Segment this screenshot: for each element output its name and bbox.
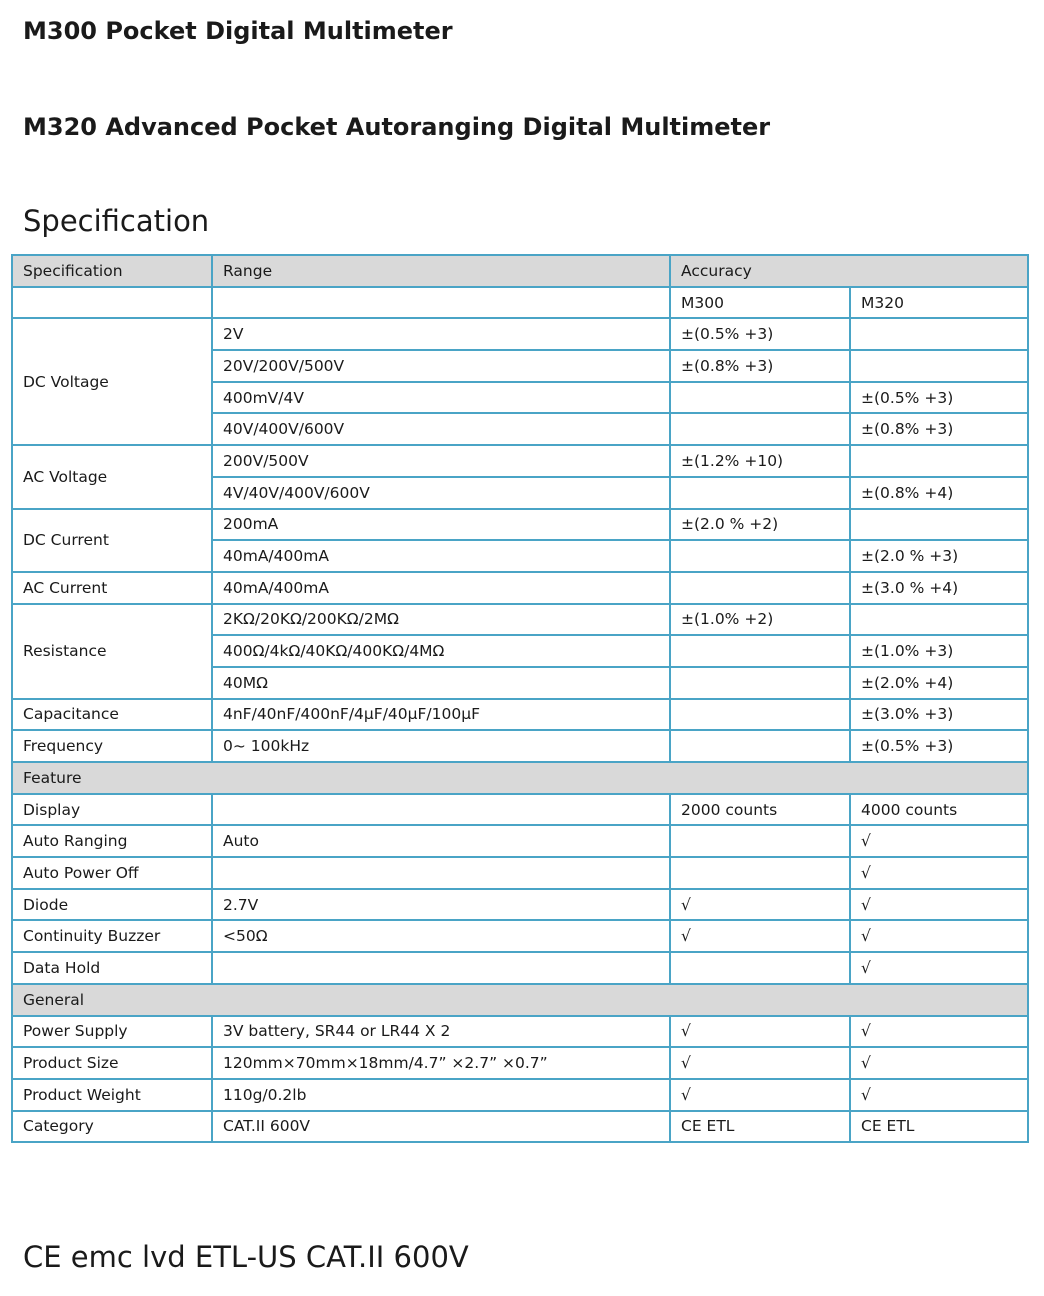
cell-m300: ±(1.2% +10)	[670, 445, 850, 477]
row-label-ac-voltage: AC Voltage	[12, 445, 212, 508]
row-label: Diode	[12, 889, 212, 921]
cell-range: 120mm×70mm×18mm/4.7” ×2.7” ×0.7”	[212, 1047, 670, 1079]
cell-m320: √	[850, 825, 1028, 857]
table-row	[12, 794, 1028, 826]
header-range: Range	[212, 255, 670, 287]
row-label: Product Size	[12, 1047, 212, 1079]
cell-m300	[670, 667, 850, 699]
row-label-ac-current: AC Current	[12, 572, 212, 604]
cell-range: 200mA	[212, 509, 670, 541]
cell-m300	[670, 635, 850, 667]
cell-range: 4nF/40nF/400nF/4µF/40µF/100µF	[212, 699, 670, 731]
section-row-feature	[12, 762, 1028, 794]
cell-range: 0~ 100kHz	[212, 730, 670, 762]
table-row	[12, 318, 1028, 350]
cell-m320: ±(3.0% +3)	[850, 699, 1028, 731]
cell-m320	[850, 509, 1028, 541]
cell-range: Auto	[212, 825, 670, 857]
cell-range	[212, 794, 670, 826]
cell-m300: √	[670, 1079, 850, 1111]
cell-range: CAT.II 600V	[212, 1111, 670, 1143]
cell-range: 400Ω/4kΩ/40KΩ/400KΩ/4MΩ	[212, 635, 670, 667]
table-row	[12, 920, 1028, 952]
table-row	[12, 572, 1028, 604]
cell-range: 40mA/400mA	[212, 572, 670, 604]
cell-m300: CE ETL	[670, 1111, 850, 1143]
section-row-general	[12, 984, 1028, 1016]
cell-m300: ±(0.8% +3)	[670, 350, 850, 382]
cell-m320: √	[850, 1079, 1028, 1111]
section-title-specification: Specification	[23, 204, 210, 238]
cell-m300	[670, 572, 850, 604]
cell-m300: √	[670, 1016, 850, 1048]
table-row	[12, 1111, 1028, 1143]
table-row	[12, 857, 1028, 889]
cell-m320: ±(0.8% +3)	[850, 413, 1028, 445]
cell-m300: 2000 counts	[670, 794, 850, 826]
product-title-m320: M320 Advanced Pocket Autoranging Digital Multimeter	[23, 113, 771, 141]
cell-m320: √	[850, 857, 1028, 889]
cell-m320: CE ETL	[850, 1111, 1028, 1143]
cell-m320: ±(3.0 % +4)	[850, 572, 1028, 604]
row-label: Continuity Buzzer	[12, 920, 212, 952]
cell-m320	[850, 350, 1028, 382]
cell-range: 2.7V	[212, 889, 670, 921]
cell-m300	[670, 952, 850, 984]
cell-m300	[670, 413, 850, 445]
cell-m320: 4000 counts	[850, 794, 1028, 826]
cell-m320: √	[850, 889, 1028, 921]
subheader-m300: M300	[670, 287, 850, 319]
cell-m300	[670, 825, 850, 857]
cell-range: 400mV/4V	[212, 382, 670, 414]
cell-m300: √	[670, 1047, 850, 1079]
cell-m300	[670, 382, 850, 414]
table-row	[12, 952, 1028, 984]
row-label: Display	[12, 794, 212, 826]
cell-m320: ±(2.0 % +3)	[850, 540, 1028, 572]
table-row	[12, 1016, 1028, 1048]
cell-m320: ±(2.0% +4)	[850, 667, 1028, 699]
cell-m320	[850, 604, 1028, 636]
table-row	[12, 509, 1028, 541]
cell-range: 200V/500V	[212, 445, 670, 477]
cell-range: 110g/0.2lb	[212, 1079, 670, 1111]
cell-m300: √	[670, 889, 850, 921]
table-row	[12, 445, 1028, 477]
row-label: Category	[12, 1111, 212, 1143]
row-label-dc-voltage: DC Voltage	[12, 318, 212, 445]
section-label-feature: Feature	[12, 762, 1028, 794]
cell-range: 2V	[212, 318, 670, 350]
cell-m300: ±(0.5% +3)	[670, 318, 850, 350]
row-label: Product Weight	[12, 1079, 212, 1111]
cell-m300: ±(1.0% +2)	[670, 604, 850, 636]
cell-range: 40MΩ	[212, 667, 670, 699]
cell-range	[212, 952, 670, 984]
table-header-row	[12, 255, 1028, 287]
table-row	[12, 604, 1028, 636]
cell-range	[212, 857, 670, 889]
cell-m300	[670, 477, 850, 509]
row-label: Data Hold	[12, 952, 212, 984]
row-label: Auto Power Off	[12, 857, 212, 889]
row-label: Auto Ranging	[12, 825, 212, 857]
cell-m300	[670, 730, 850, 762]
table-row	[12, 730, 1028, 762]
cell-range: 40V/400V/600V	[212, 413, 670, 445]
cell-m320	[850, 318, 1028, 350]
cell-m300: √	[670, 920, 850, 952]
header-accuracy: Accuracy	[670, 255, 1028, 287]
cell-range: 20V/200V/500V	[212, 350, 670, 382]
cell-m300	[670, 699, 850, 731]
certification-note: CE emc lvd ETL-US CAT.II 600V	[23, 1240, 469, 1274]
cell-range: <50Ω	[212, 920, 670, 952]
cell-m320: √	[850, 952, 1028, 984]
cell-range: 4V/40V/400V/600V	[212, 477, 670, 509]
cell-m320	[850, 445, 1028, 477]
cell-range: 40mA/400mA	[212, 540, 670, 572]
cell-m320: √	[850, 920, 1028, 952]
cell-range: 3V battery, SR44 or LR44 X 2	[212, 1016, 670, 1048]
cell-m320: ±(1.0% +3)	[850, 635, 1028, 667]
row-label-capacitance: Capacitance	[12, 699, 212, 731]
table-row	[12, 825, 1028, 857]
section-label-general: General	[12, 984, 1028, 1016]
specification-table	[11, 254, 1029, 1143]
table-row	[12, 1047, 1028, 1079]
cell-m300	[670, 540, 850, 572]
row-label-resistance: Resistance	[12, 604, 212, 699]
table-subheader-row	[12, 287, 1028, 319]
cell-range: 2KΩ/20KΩ/200KΩ/2MΩ	[212, 604, 670, 636]
cell-m320: ±(0.5% +3)	[850, 730, 1028, 762]
row-label-dc-current: DC Current	[12, 509, 212, 572]
product-title-m300: M300 Pocket Digital Multimeter	[23, 17, 453, 45]
table-row	[12, 889, 1028, 921]
row-label: Power Supply	[12, 1016, 212, 1048]
cell-m320: √	[850, 1047, 1028, 1079]
cell-m320: √	[850, 1016, 1028, 1048]
header-specification: Specification	[12, 255, 212, 287]
table-row	[12, 699, 1028, 731]
row-label-frequency: Frequency	[12, 730, 212, 762]
cell-m300	[670, 857, 850, 889]
subheader-m320: M320	[850, 287, 1028, 319]
cell-m300: ±(2.0 % +2)	[670, 509, 850, 541]
cell-m320: ±(0.8% +4)	[850, 477, 1028, 509]
table-row	[12, 1079, 1028, 1111]
cell-m320: ±(0.5% +3)	[850, 382, 1028, 414]
